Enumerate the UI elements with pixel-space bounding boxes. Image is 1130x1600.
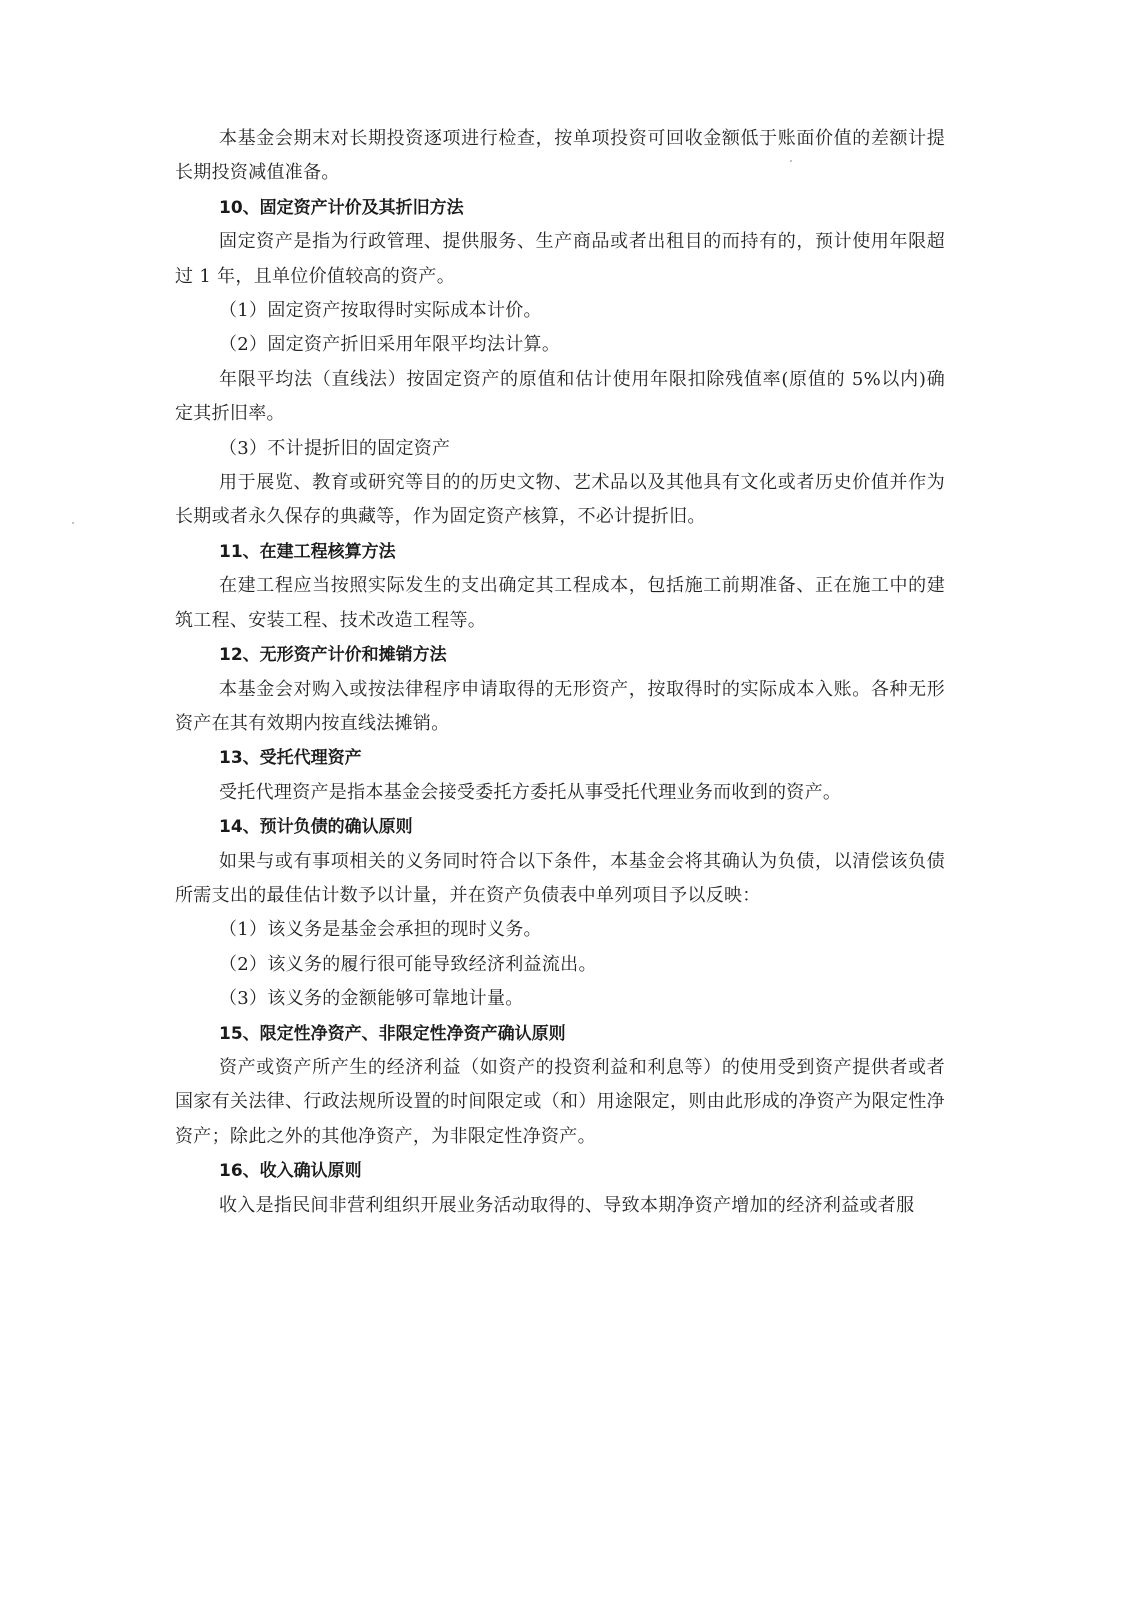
paragraph-intangible-assets: 本基金会对购入或按法律程序申请取得的无形资产，按取得时的实际成本入账。各种无形资产在其有效期内按直线法摊销。 [175, 678, 945, 734]
heading-estimated-liabilities: 14、预计负债的确认原则 [219, 817, 413, 838]
heading-entrusted-assets: 13、受托代理资产 [219, 748, 362, 769]
scan-speck [72, 522, 74, 524]
heading-revenue-recognition: 16、收入确认原则 [219, 1161, 362, 1182]
list-item-fixed-assets-2: （2）固定资产折旧采用年限平均法计算。 [219, 334, 561, 356]
list-item-liability-1: （1）该义务是基金会承担的现时义务。 [219, 919, 542, 941]
document-page [175, 122, 945, 1223]
heading-construction-in-progress: 11、在建工程核算方法 [219, 541, 396, 562]
paragraph-net-assets: 资产或资产所产生的经济利益（如资产的投资利益和利息等）的使用受到资产提供者或者国家有关法律、行政法规所设置的时间限定或（和）用途限定，则由此形成的净资产为限定性净资产；除此之外的其他净资产，为非限定性净资产。 [175, 1056, 945, 1147]
paragraph-construction-in-progress: 在建工程应当按照实际发生的支出确定其工程成本，包括施工前期准备、正在施工中的建筑工程、安装工程、技术改造工程等。 [175, 575, 945, 631]
paragraph-entrusted-assets: 受托代理资产是指本基金会接受委托方委托从事受托代理业务而收到的资产。 [219, 781, 842, 803]
paragraph-estimated-liabilities: 如果与或有事项相关的义务同时符合以下条件，本基金会将其确认为负债，以清偿该负债所需支出的最佳估计数予以计量，并在资产负债表中单列项目予以反映： [175, 850, 945, 906]
paragraph-fixed-assets-definition: 固定资产是指为行政管理、提供服务、生产商品或者出租目的而持有的，预计使用年限超过 1 年，且单位价值较高的资产。 [175, 231, 945, 287]
paragraph-long-term-investment-impairment: 本基金会期末对长期投资逐项进行检查，按单项投资可回收金额低于账面价值的差额计提长期投资减值准备。 [175, 128, 945, 184]
paragraph-revenue-recognition: 收入是指民间非营利组织开展业务活动取得的、导致本期净资产增加的经济利益或者服 [219, 1194, 915, 1216]
list-item-fixed-assets-3: （3）不计提折旧的固定资产 [219, 437, 451, 459]
heading-net-assets: 15、限定性净资产、非限定性净资产确认原则 [219, 1023, 566, 1044]
heading-fixed-assets: 10、固定资产计价及其折旧方法 [219, 197, 464, 218]
paragraph-straight-line-method: 年限平均法（直线法）按固定资产的原值和估计使用年限扣除残值率(原值的 5%以内)确定其折旧率。 [175, 368, 945, 425]
list-item-fixed-assets-1: （1）固定资产按取得时实际成本计价。 [219, 300, 542, 322]
heading-intangible-assets: 12、无形资产计价和摊销方法 [219, 645, 447, 666]
scan-speck [790, 160, 792, 162]
paragraph-no-depreciation-assets: 用于展览、教育或研究等目的的历史文物、艺术品以及其他具有文化或者历史价值并作为长期或者永久保存的典藏等，作为固定资产核算，不必计提折旧。 [175, 472, 945, 528]
list-item-liability-2: （2）该义务的履行很可能导致经济利益流出。 [219, 953, 597, 975]
list-item-liability-3: （3）该义务的金额能够可靠地计量。 [219, 988, 524, 1010]
